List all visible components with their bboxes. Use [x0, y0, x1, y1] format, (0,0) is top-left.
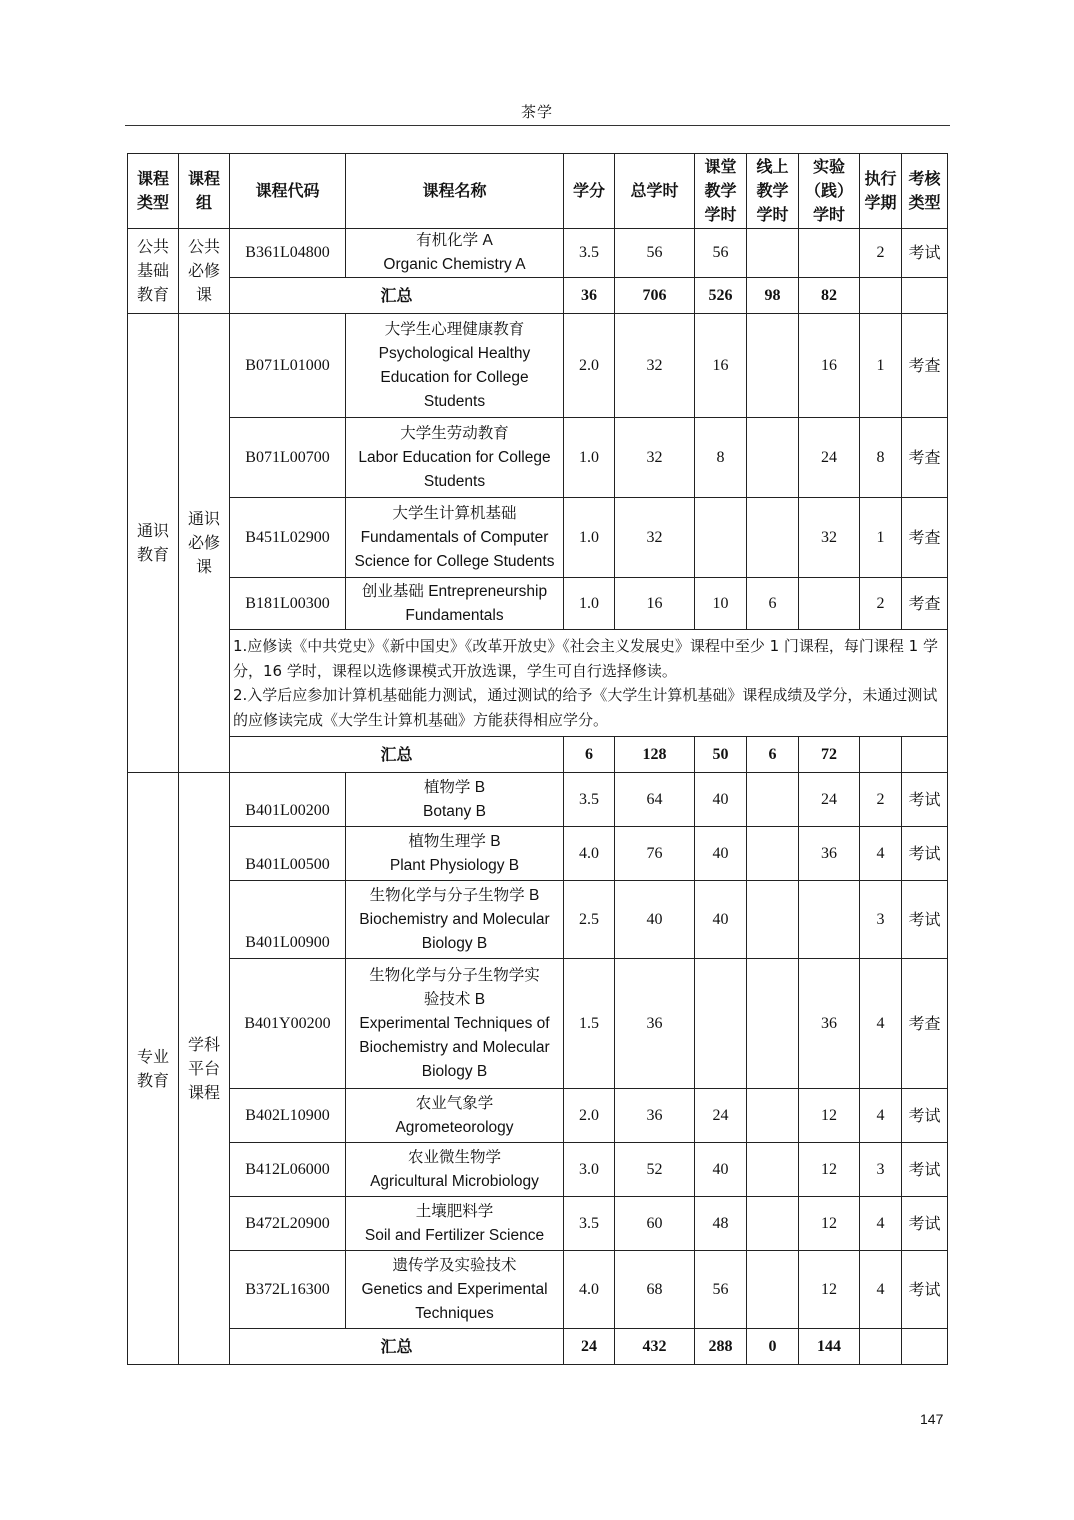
course-type-cell: [128, 314, 179, 773]
course-total-hours: 56: [615, 229, 695, 278]
course-classroom-hours: 56: [695, 1251, 747, 1329]
course-credit: 3.5: [564, 773, 615, 827]
course-lab-hours: [799, 881, 860, 959]
course-assessment: 考试: [902, 1251, 948, 1329]
course-name: [346, 1089, 564, 1143]
course-semester: 1: [860, 314, 902, 418]
header-course-group: 课程 组: [179, 154, 230, 229]
course-credit: 1.0: [564, 498, 615, 578]
course-assessment: 考查: [902, 498, 948, 578]
text-line: 创业基础 Entrepreneurship: [361, 582, 548, 600]
course-name: [346, 1251, 564, 1329]
text-line: Students: [423, 392, 486, 410]
course-semester: 4: [860, 827, 902, 881]
course-lab-hours: [799, 229, 860, 278]
course-online-hours: [747, 881, 799, 959]
course-group-cell: [179, 773, 230, 1365]
course-name: [346, 827, 564, 881]
text-line: Biochemistry and Molecular: [359, 910, 550, 928]
course-assessment: 考试: [902, 1089, 948, 1143]
course-code: B472L20900: [230, 1197, 346, 1251]
course-lab-hours: 32: [799, 498, 860, 578]
text-line: Biology B: [421, 934, 488, 952]
header-classroom-hours: 课堂 教学 学时: [695, 154, 747, 229]
course-row: [128, 881, 948, 959]
text-line: 课: [195, 557, 212, 576]
course-total-hours: 64: [615, 773, 695, 827]
note-text: 1.应修读《中共党史》《新中国史》《改革开放史》《社会主义发展史》课程中至少 1 门课程，每门课程 1 学分，16 学时，课程以选修课模式开放选课，学生可自行选择修读。: [233, 637, 938, 680]
course-total-hours: 32: [615, 314, 695, 418]
course-row: [128, 959, 948, 1089]
course-online-hours: 6: [747, 578, 799, 630]
course-type-cell: [128, 773, 179, 1365]
text-line: 学科: [187, 1034, 220, 1054]
course-semester: 3: [860, 881, 902, 959]
course-online-hours: [747, 229, 799, 278]
header-online-hours: 线上 教学 学时: [747, 154, 799, 229]
course-row: [128, 578, 948, 630]
course-lab-hours: 12: [799, 1143, 860, 1197]
summary-credit: 36: [564, 278, 615, 314]
summary-label: 汇总: [230, 1329, 564, 1365]
table-header-row: [128, 154, 948, 229]
course-online-hours: [747, 1143, 799, 1197]
course-code: B402L10900: [230, 1089, 346, 1143]
course-classroom-hours: 10: [695, 578, 747, 630]
text-line: 专业: [136, 1046, 169, 1066]
text-line: 有机化学 A: [416, 232, 493, 249]
text-line: Labor Education for College: [358, 448, 551, 466]
course-credit: 1.5: [564, 959, 615, 1089]
text-line: Experimental Techniques of: [359, 1014, 550, 1032]
course-credit: 2.0: [564, 314, 615, 418]
course-online-hours: [747, 1251, 799, 1329]
summary-assessment-empty: [902, 278, 948, 314]
course-code: B401L00200: [230, 773, 346, 827]
summary-total-hours: 432: [615, 1329, 695, 1365]
course-assessment: 考试: [902, 827, 948, 881]
course-total-hours: 32: [615, 418, 695, 498]
course-classroom-hours: 24: [695, 1089, 747, 1143]
course-name: [346, 773, 564, 827]
course-group-cell: [179, 314, 230, 773]
course-assessment: 考试: [902, 1143, 948, 1197]
course-name: [346, 881, 564, 959]
course-code: B071L01000: [230, 314, 346, 418]
course-row: [128, 1251, 948, 1329]
summary-semester-empty: [860, 737, 902, 773]
summary-online-hours: 0: [747, 1329, 799, 1365]
text-line: 大学生计算机基础: [392, 504, 517, 522]
course-semester: 4: [860, 1251, 902, 1329]
course-lab-hours: 12: [799, 1197, 860, 1251]
course-classroom-hours: [695, 959, 747, 1089]
course-semester: 1: [860, 498, 902, 578]
text-line: Fundamentals: [405, 606, 504, 624]
notes-row: [128, 630, 948, 737]
course-assessment: 考试: [902, 1197, 948, 1251]
course-lab-hours: [799, 578, 860, 630]
summary-semester-empty: [860, 278, 902, 314]
course-classroom-hours: 40: [695, 881, 747, 959]
text-line: 平台: [187, 1058, 220, 1078]
course-row: [128, 418, 948, 498]
course-online-hours: [747, 827, 799, 881]
course-row: [128, 773, 948, 827]
course-assessment: 考查: [902, 418, 948, 498]
text-line: Science for College Students: [354, 552, 555, 570]
notes-cell: [230, 630, 948, 737]
course-online-hours: [747, 314, 799, 418]
summary-total-hours: 128: [615, 737, 695, 773]
course-total-hours: 36: [615, 1089, 695, 1143]
text-line: 通识: [187, 509, 220, 528]
course-credit: 4.0: [564, 827, 615, 881]
course-name: [346, 1143, 564, 1197]
summary-label: 汇总: [230, 278, 564, 314]
course-online-hours: [747, 1089, 799, 1143]
text-line: 教育: [136, 285, 169, 304]
course-total-hours: 68: [615, 1251, 695, 1329]
curriculum-table: [127, 153, 948, 1365]
course-credit: 2.0: [564, 1089, 615, 1143]
course-row: [128, 1143, 948, 1197]
course-classroom-hours: 48: [695, 1197, 747, 1251]
course-total-hours: 40: [615, 881, 695, 959]
text-line: 农业气象学: [415, 1094, 494, 1112]
summary-credit: 6: [564, 737, 615, 773]
course-code: B372L16300: [230, 1251, 346, 1329]
course-classroom-hours: 56: [695, 229, 747, 278]
text-line: 课: [195, 285, 212, 304]
course-online-hours: [747, 418, 799, 498]
text-line: Agricultural Microbiology: [370, 1172, 539, 1190]
course-code: B071L00700: [230, 418, 346, 498]
text-line: 通识: [136, 521, 169, 540]
header-course-type: 课程 类型: [128, 154, 179, 229]
summary-row: [128, 1329, 948, 1365]
text-line: 教育: [136, 545, 169, 564]
course-code: B451L02900: [230, 498, 346, 578]
text-line: 土壤肥料学: [415, 1202, 494, 1220]
course-group-cell: [179, 229, 230, 314]
course-credit: 3.5: [564, 1197, 615, 1251]
course-semester: 4: [860, 1197, 902, 1251]
course-name: [346, 498, 564, 578]
header-course-code: 课程代码: [230, 154, 346, 229]
text-line: Students: [423, 472, 486, 490]
course-classroom-hours: 40: [695, 773, 747, 827]
course-online-hours: [747, 1197, 799, 1251]
text-line: 农业微生物学: [407, 1148, 501, 1166]
text-line: 公共: [136, 237, 169, 256]
course-lab-hours: 36: [799, 827, 860, 881]
course-total-hours: 76: [615, 827, 695, 881]
course-row: [128, 498, 948, 578]
header-course-name: 课程名称: [346, 154, 564, 229]
text-line: Organic Chemistry A: [383, 256, 526, 273]
course-credit: 4.0: [564, 1251, 615, 1329]
summary-assessment-empty: [902, 1329, 948, 1365]
summary-classroom-hours: 50: [695, 737, 747, 773]
course-row: [128, 1089, 948, 1143]
course-assessment: 考试: [902, 773, 948, 827]
text-line: 植物生理学 B: [408, 832, 501, 850]
course-credit: 1.0: [564, 418, 615, 498]
text-line: 植物学 B: [423, 778, 486, 796]
course-code: B412L06000: [230, 1143, 346, 1197]
course-semester: 2: [860, 229, 902, 278]
course-classroom-hours: 16: [695, 314, 747, 418]
summary-semester-empty: [860, 1329, 902, 1365]
text-line: Techniques: [415, 1304, 494, 1322]
text-line: Biology B: [421, 1062, 488, 1080]
header-credit: 学分: [564, 154, 615, 229]
course-row: [128, 827, 948, 881]
header-rule: [125, 125, 950, 126]
course-credit: 3.5: [564, 229, 615, 278]
course-total-hours: 32: [615, 498, 695, 578]
course-code: B401Y00200: [230, 959, 346, 1089]
text-line: 基础: [136, 261, 169, 280]
course-credit: 3.0: [564, 1143, 615, 1197]
course-online-hours: [747, 773, 799, 827]
course-row: [128, 1197, 948, 1251]
course-assessment: 考试: [902, 881, 948, 959]
text-line: Biochemistry and Molecular: [359, 1038, 550, 1056]
course-credit: 2.5: [564, 881, 615, 959]
text-line: 必修: [187, 261, 220, 280]
text-line: 生物化学与分子生物学 B: [369, 886, 540, 904]
text-line: Education for College: [380, 368, 529, 386]
summary-lab-hours: 72: [799, 737, 860, 773]
course-lab-hours: 12: [799, 1251, 860, 1329]
summary-lab-hours: 144: [799, 1329, 860, 1365]
course-name: [346, 578, 564, 630]
course-classroom-hours: 40: [695, 1143, 747, 1197]
summary-row: [128, 737, 948, 773]
course-credit: 1.0: [564, 578, 615, 630]
page-number: 147: [920, 1411, 944, 1427]
course-assessment: 考查: [902, 314, 948, 418]
summary-credit: 24: [564, 1329, 615, 1365]
course-semester: 2: [860, 578, 902, 630]
course-type-cell: [128, 229, 179, 314]
text-line: Soil and Fertilizer Science: [364, 1226, 545, 1244]
course-online-hours: [747, 959, 799, 1089]
course-code: B361L04800: [230, 229, 346, 278]
text-line: 遗传学及实验技术: [392, 1256, 517, 1274]
course-lab-hours: 16: [799, 314, 860, 418]
summary-label: 汇总: [230, 737, 564, 773]
course-name: [346, 418, 564, 498]
text-line: 课程: [187, 1082, 220, 1102]
text-line: 大学生劳动教育: [400, 424, 509, 442]
header-assessment: 考核 类型: [902, 154, 948, 229]
course-lab-hours: 24: [799, 418, 860, 498]
course-assessment: 考查: [902, 578, 948, 630]
course-assessment: 考试: [902, 229, 948, 278]
course-lab-hours: 36: [799, 959, 860, 1089]
header-total-hours: 总学时: [615, 154, 695, 229]
text-line: Psychological Healthy: [378, 344, 531, 362]
note-text: 2.入学后应参加计算机基础能力测试，通过测试的给予《大学生计算机基础》课程成绩及学分，未通过测试的应修读完成《大学生计算机基础》方能获得相应学分。: [233, 686, 938, 729]
text-line: Agrometeorology: [395, 1118, 514, 1136]
course-lab-hours: 12: [799, 1089, 860, 1143]
course-code: B401L00500: [230, 827, 346, 881]
summary-assessment-empty: [902, 737, 948, 773]
text-line: Botany B: [423, 802, 486, 820]
course-semester: 2: [860, 773, 902, 827]
text-line: 验技术 B: [423, 990, 486, 1008]
header-semester: 执行 学期: [860, 154, 902, 229]
summary-total-hours: 706: [615, 278, 695, 314]
course-semester: 8: [860, 418, 902, 498]
course-name: [346, 314, 564, 418]
summary-online-hours: 98: [747, 278, 799, 314]
course-lab-hours: 24: [799, 773, 860, 827]
summary-row: [128, 278, 948, 314]
course-semester: 3: [860, 1143, 902, 1197]
course-total-hours: 16: [615, 578, 695, 630]
course-name: [346, 229, 564, 278]
course-total-hours: 36: [615, 959, 695, 1089]
summary-classroom-hours: 526: [695, 278, 747, 314]
text-line: 生物化学与分子生物学实: [369, 966, 540, 984]
text-line: 必修: [187, 533, 220, 552]
text-line: Plant Physiology B: [389, 856, 520, 874]
summary-online-hours: 6: [747, 737, 799, 773]
header-lab-hours: 实验 （践） 学时: [799, 154, 860, 229]
course-row: [128, 314, 948, 418]
course-name: [346, 1197, 564, 1251]
course-total-hours: 60: [615, 1197, 695, 1251]
course-semester: 4: [860, 959, 902, 1089]
text-line: 大学生心理健康教育: [384, 320, 525, 338]
course-classroom-hours: [695, 498, 747, 578]
text-line: 公共: [187, 237, 220, 256]
page-header-title: 茶学: [520, 103, 553, 121]
course-row: [128, 229, 948, 278]
summary-lab-hours: 82: [799, 278, 860, 314]
course-online-hours: [747, 498, 799, 578]
summary-classroom-hours: 288: [695, 1329, 747, 1365]
course-classroom-hours: 8: [695, 418, 747, 498]
text-line: 教育: [136, 1070, 169, 1090]
course-name: [346, 959, 564, 1089]
course-code: B401L00900: [230, 881, 346, 959]
course-classroom-hours: 40: [695, 827, 747, 881]
text-line: Genetics and Experimental: [361, 1280, 548, 1298]
course-assessment: 考查: [902, 959, 948, 1089]
course-code: B181L00300: [230, 578, 346, 630]
course-total-hours: 52: [615, 1143, 695, 1197]
text-line: Fundamentals of Computer: [360, 528, 549, 546]
course-semester: 4: [860, 1089, 902, 1143]
